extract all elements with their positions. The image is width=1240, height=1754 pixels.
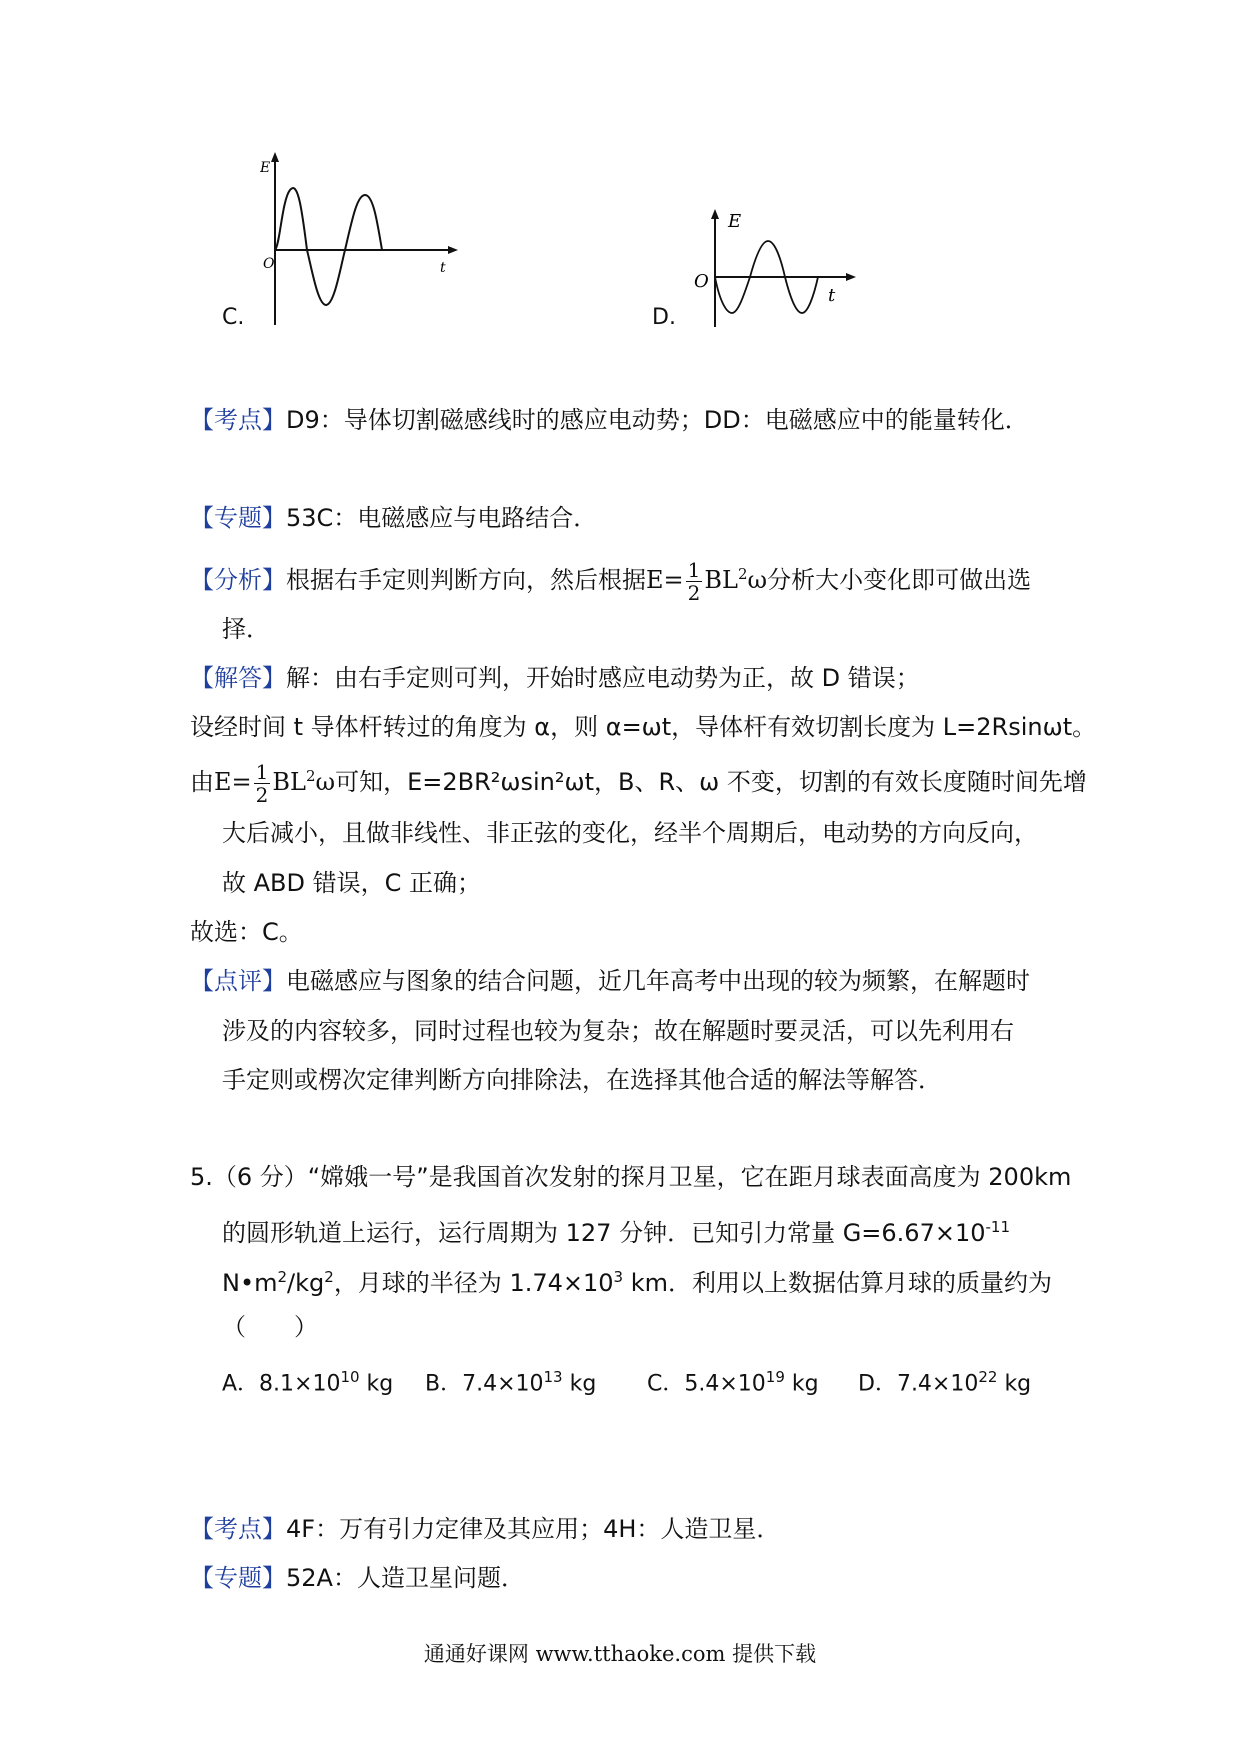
formula2-rhs: BL	[272, 768, 306, 796]
formula2-fraction	[254, 761, 271, 806]
graph-d	[690, 205, 860, 330]
q5-option-a	[222, 1360, 393, 1401]
page-footer: 通通好课网 www.tthaoke.com 提供下载	[423, 1642, 817, 1666]
q4-jieda-line2: 设经时间 t 导体杆转过的角度为 α，则 α=ωt，导体杆有效切割长度为 L=2Rsinωt。	[190, 713, 1097, 741]
q4-jieda-line5: 故 ABD 错误，C 正确；	[222, 869, 482, 897]
q5-line3-c: ，月球的半径为 1.74×10	[333, 1269, 614, 1297]
q4-kaodian-text: D9：导体切割磁感线时的感应电动势；DD：电磁感应中的能量转化．	[286, 406, 1029, 434]
q4-dianping-line3: 手定则或楞次定律判断方向排除法，在选择其他合适的解法等解答．	[222, 1066, 942, 1094]
graph-c	[260, 150, 460, 330]
graph-c-origin-label: O	[263, 256, 275, 272]
q5-option-b-exp: 13	[543, 1368, 563, 1386]
formula-numerator: 1	[687, 557, 701, 582]
formula-rhs: BL	[704, 566, 738, 594]
graph-d-origin-label: O	[694, 271, 709, 292]
q5-option-b-post: kg	[562, 1371, 597, 1397]
q4-kaodian	[190, 403, 1029, 437]
q4-zhuanti	[190, 501, 597, 535]
q5-option-b-pre: B．7.4×10	[425, 1371, 544, 1397]
q4-dianping	[190, 964, 1030, 998]
q4-dianping-tag: 【点评】	[190, 967, 286, 995]
graph-c-label: C.	[222, 305, 245, 330]
q5-line1: 5.（6 分）“嫦娥一号”是我国首次发射的探月卫星，它在距月球表面高度为 200km	[190, 1163, 1072, 1191]
graph-c-svg	[260, 150, 460, 330]
q4-fenxi	[190, 550, 1031, 604]
formula2-exp: 2	[305, 767, 316, 785]
q5-line3	[222, 1260, 1052, 1300]
q5-option-c-post: kg	[784, 1371, 819, 1397]
q5-option-a-exp: 10	[340, 1368, 360, 1386]
formula2-omega: ω	[315, 768, 336, 796]
q4-jieda	[190, 661, 920, 695]
graph-d-x-label: t	[828, 285, 836, 306]
q5-line2	[222, 1210, 1010, 1250]
q5-line4: （ ）	[222, 1313, 318, 1341]
graph-c-y-label: E	[260, 160, 271, 176]
q4-fenxi-line2: 择．	[222, 615, 270, 643]
formula2-denominator: 2	[255, 782, 269, 807]
q5-option-d-exp: 22	[978, 1368, 998, 1386]
q4-jieda-line3-post: 可知，E=2BR²ωsin²ωt，B、R、ω 不变，切割的有效长度随时间先增	[335, 768, 1087, 796]
q5-line2-exp: -11	[985, 1218, 1010, 1236]
graph-d-label: D.	[652, 305, 676, 330]
q4-jieda-line6: 故选：C。	[190, 918, 303, 946]
graph-c-x-label: t	[440, 260, 446, 276]
q5-option-c-exp: 19	[765, 1368, 785, 1386]
q4-fenxi-post: 分析大小变化即可做出选	[767, 566, 1032, 594]
q4-jieda-line4: 大后减小，且做非线性、非正弦的变化，经半个周期后，电动势的方向反向，	[222, 819, 1038, 847]
q4-jieda-line3	[190, 752, 1087, 806]
formula-fraction	[686, 559, 703, 604]
graph-d-svg	[690, 205, 860, 330]
q5-option-b	[425, 1360, 596, 1401]
q5-zhuanti	[190, 1561, 525, 1595]
q5-option-a-pre: A．8.1×10	[222, 1371, 341, 1397]
q5-line3-a: N•m	[222, 1269, 278, 1297]
q5-option-c-pre: C．5.4×10	[647, 1371, 766, 1397]
q4-dianping-line2: 涉及的内容较多，同时过程也较为复杂；故在解题时要灵活，可以先利用右	[222, 1017, 1014, 1045]
q5-line3-a-exp: 2	[277, 1268, 288, 1286]
q5-zhuanti-tag: 【专题】	[190, 1564, 286, 1592]
q5-kaodian-tag: 【考点】	[190, 1515, 286, 1543]
q5-option-d-post: kg	[997, 1371, 1032, 1397]
q5-option-a-post: kg	[359, 1371, 394, 1397]
formula-exp: 2	[737, 565, 748, 583]
formula-denominator: 2	[687, 580, 701, 605]
q5-line3-b: /kg	[287, 1269, 325, 1297]
q5-zhuanti-text: 52A：人造卫星问题．	[286, 1564, 525, 1592]
q4-jieda-tag: 【解答】	[190, 664, 286, 692]
q4-zhuanti-tag: 【专题】	[190, 504, 286, 532]
q5-line3-d: km．利用以上数据估算月球的质量约为	[623, 1269, 1052, 1297]
q5-kaodian	[190, 1512, 780, 1546]
formula-lhs: E=	[646, 566, 684, 594]
formula2-numerator: 1	[255, 759, 269, 784]
q5-line2-pre: 的圆形轨道上运行，运行周期为 127 分钟．已知引力常量 G=6.67×10	[222, 1219, 986, 1247]
q5-option-d-pre: D．7.4×10	[858, 1371, 979, 1397]
q5-line3-b-exp: 2	[324, 1268, 334, 1286]
graph-d-y-label: E	[728, 211, 742, 232]
q4-jieda-line1: 解：由右手定则可判，开始时感应电动势为正，故 D 错误；	[286, 664, 920, 692]
q5-kaodian-text: 4F：万有引力定律及其应用；4H：人造卫星．	[286, 1515, 781, 1543]
q4-dianping-line1: 电磁感应与图象的结合问题，近几年高考中出现的较为频繁，在解题时	[286, 967, 1030, 995]
q4-fenxi-tag: 【分析】	[190, 566, 286, 594]
q5-line3-c-exp: 3	[613, 1268, 624, 1286]
q4-zhuanti-text: 53C：电磁感应与电路结合．	[286, 504, 598, 532]
q4-fenxi-pre: 根据右手定则判断方向，然后根据	[286, 566, 646, 594]
q4-jieda-line3-pre: 由	[190, 768, 214, 796]
q4-kaodian-tag: 【考点】	[190, 406, 286, 434]
formula2-lhs: E=	[214, 768, 252, 796]
q5-option-c	[647, 1360, 819, 1401]
formula-omega: ω	[747, 566, 768, 594]
q5-option-d	[858, 1360, 1031, 1401]
